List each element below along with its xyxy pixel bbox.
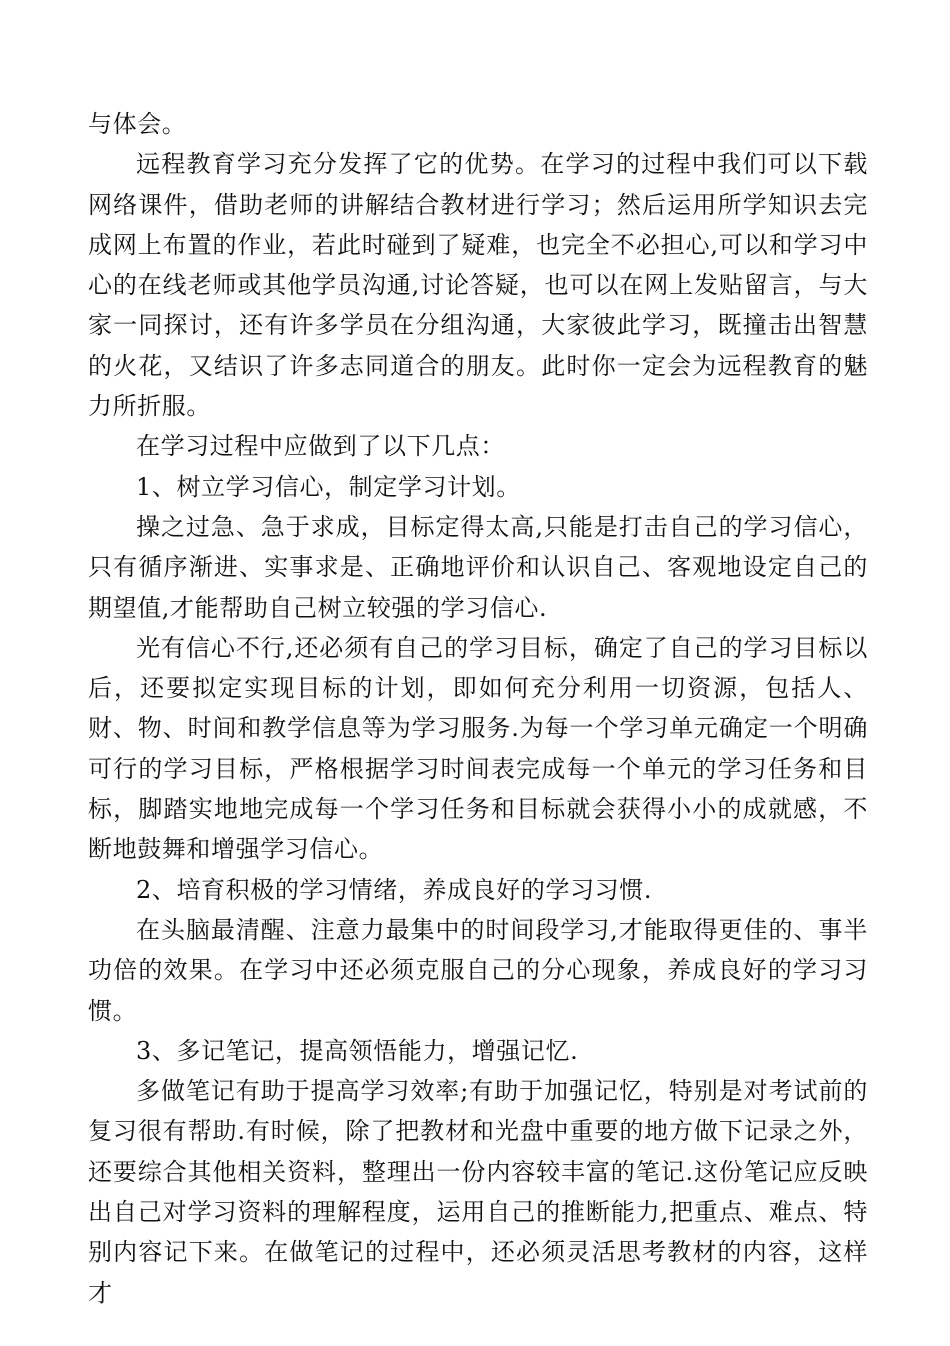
heading-point-2: 2、培育积极的学习情绪，养成良好的学习习惯. — [136, 875, 653, 904]
paragraph-points-intro: 在学习过程中应做到了以下几点： — [136, 432, 505, 461]
paragraph-advantages: 远程教育学习充分发挥了它的优势。在学习的过程中我们可以下载网络课件，借助老师的讲解结合教材进行学习；然后运用所学知识去完成网上布置的作业，若此时碰到了疑难，也完全不必担心,可以和学习中心的在线老师或其他学员沟通,讨论答疑，也可以在网上发贴留言，与大家一同探讨，还有许多学员在分组沟通，大家彼此学习，既撞击出智慧的火花，又结识了许多志同道合的朋友。此时你一定会为远程教育的魅力所折服。 — [88, 150, 868, 421]
paragraph-habits: 在头脑最清醒、注意力最集中的时间段学习,才能取得更佳的、事半功倍的效果。在学习中还必须克服自己的分心现象，养成良好的学习习惯。 — [88, 915, 868, 1025]
paragraph-notes: 多做笔记有助于提高学习效率;有助于加强记忆，特别是对考试前的复习很有帮助.有时候，除了把教材和光盘中重要的地方做下记录之外，还要综合其他相关资料，整理出一份内容较丰富的笔记.这份笔记应反映出自己对学习资料的理解程度，运用自己的推断能力,把重点、难点、特别内容记下来。在做笔记的过程中，还必须灵活思考教材的内容，这样才 — [88, 1077, 868, 1307]
paragraph-confidence: 操之过急、急于求成，目标定得太高,只能是打击自己的学习信心，只有循序渐进、实事求是、正确地评价和认识自己、客观地设定自己的期望值,才能帮助自己树立较强的学习信心. — [88, 512, 868, 622]
paragraph-continuation: 与体会。 — [88, 110, 187, 138]
heading-point-3: 3、多记笔记，提高领悟能力，增强记忆. — [136, 1036, 579, 1065]
paragraph-goals: 光有信心不行,还必须有自己的学习目标，确定了自己的学习目标以后，还要拟定实现目标的计划，即如何充分利用一切资源，包括人、财、物、时间和教学信息等为学习服务.为每一个学习单元确定一个明确可行的学习目标，严格根据学习时间表完成每一个单元的学习任务和目标，脚踏实地地完成每一个学习任务和目标就会获得小小的成就感，不断地鼓舞和增强学习信心。 — [88, 633, 868, 864]
heading-point-1: 1、树立学习信心，制定学习计划。 — [136, 472, 521, 501]
document-body — [88, 104, 868, 1313]
